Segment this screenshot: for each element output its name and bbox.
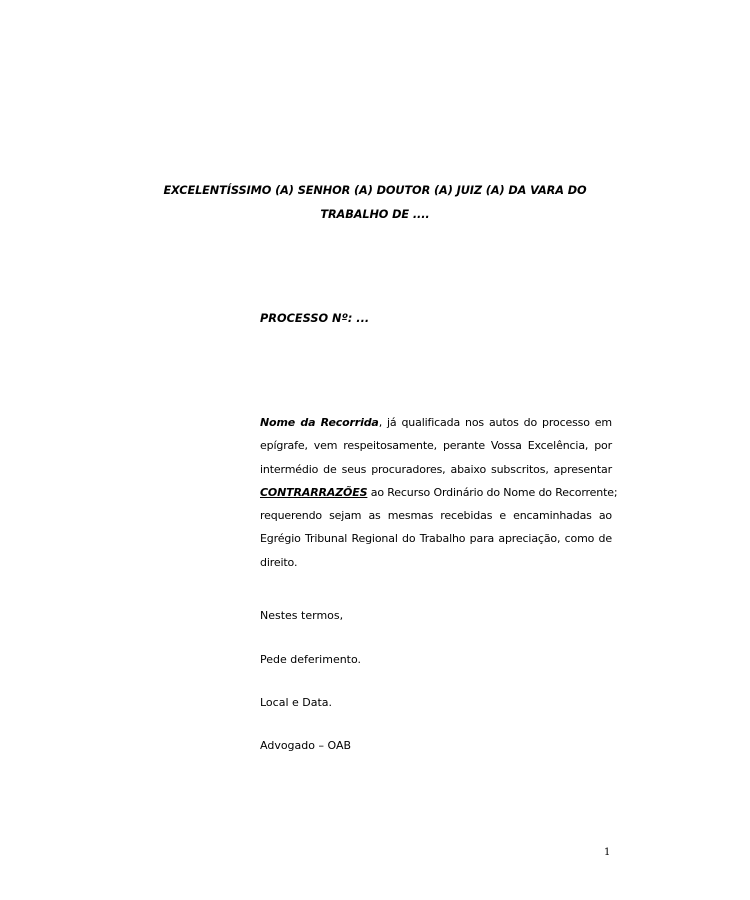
recorrida-name: Nome da Recorrida [260,416,379,429]
petition-body [260,411,618,574]
closing-terms: Nestes termos, [260,609,344,622]
body-line-1 [260,411,612,434]
document-heading [140,179,610,227]
heading-line-1: EXCELENTÍSSIMO (A) SENHOR (A) DOUTOR (A) JUIZ (A) DA VARA DO [163,184,587,197]
body-line-5: requerendo sejam as mesmas recebidas e encaminhadas ao [260,509,612,523]
page-number: 1 [604,847,611,858]
body-line-2: epígrafe, vem respeitosamente, perante Vossa Excelência, por [260,439,612,453]
heading-line-2: TRABALHO DE .... [320,208,430,221]
body-line-4 [260,481,618,504]
body-line-1-rest: , já qualificada nos autos do processo em [378,416,612,429]
process-number: PROCESSO Nº: ... [260,312,370,325]
body-line-4-rest: ao Recurso Ordinário do Nome do Recorrente; [367,485,618,499]
body-line-3: intermédio de seus procuradores, abaixo subscritos, apresentar [260,462,612,476]
closing-request: Pede deferimento. [260,653,362,666]
body-line-6: Egrégio Tribunal Regional do Trabalho para apreciação, como de [260,532,612,546]
closing-place-date: Local e Data. [260,696,333,709]
contrarrazoes-term: CONTRARRAZÕES [260,485,368,499]
body-line-7: direito. [260,555,298,569]
closing-lawyer: Advogado – OAB [260,739,352,752]
